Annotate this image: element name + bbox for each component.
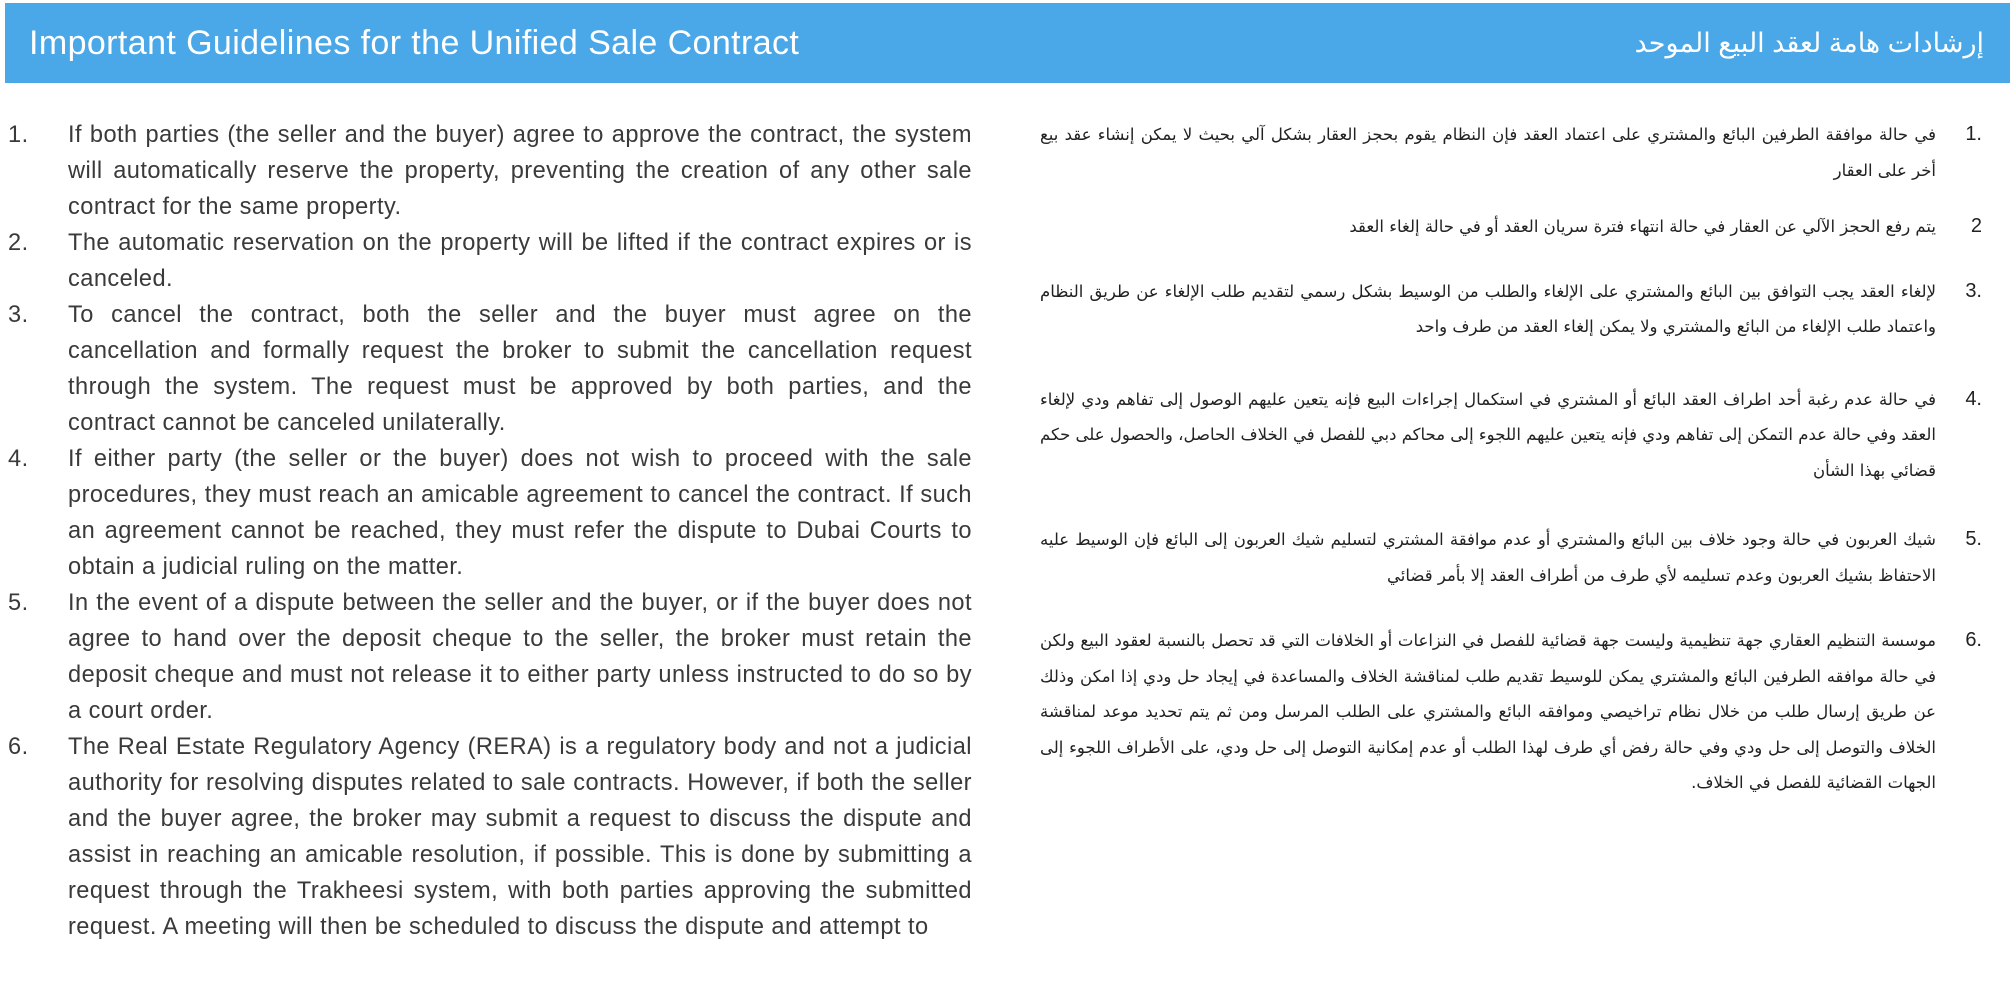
english-guideline-item	[0, 117, 972, 225]
item-number: 1.	[8, 122, 29, 148]
item-text: في حالة موافقة الطرفين البائع والمشتري على اعتماد العقد فإن النظام يقوم بحجز العقار بشكل آلي بحيث لا يمكن إنشاء عقد بيع أخر على العقار	[1040, 125, 1936, 180]
page-title-english: Important Guidelines for the Unified Sale Contract	[29, 23, 800, 62]
item-number: 6.	[1965, 629, 1982, 651]
item-number: 5.	[8, 590, 29, 616]
arabic-guideline-item	[1040, 209, 1986, 245]
arabic-guideline-item	[1040, 382, 1986, 489]
arabic-guideline-item	[1040, 623, 1986, 801]
item-text: The automatic reservation on the property will be lifted if the contract expires or is canceled.	[68, 230, 972, 292]
english-guidelines-list	[0, 117, 972, 945]
item-text: يتم رفع الحجز الآلي عن العقار في حالة انتهاء فترة سريان العقد أو في حالة إلغاء العقد	[1349, 217, 1936, 236]
english-guideline-item	[0, 225, 972, 297]
item-text: To cancel the contract, both the seller and the buyer must agree on the cancellation and formally request the broker to submit the cancellation request through the system. The request must be approved by both parties, and the contract cannot be canceled unilaterally.	[68, 302, 972, 436]
english-guideline-item	[0, 729, 972, 945]
arabic-guidelines-list	[1040, 117, 1986, 801]
item-number: 3.	[8, 302, 29, 328]
header-banner	[5, 3, 2010, 83]
arabic-guideline-item	[1040, 522, 1986, 593]
item-number: 2	[1970, 215, 1982, 237]
item-text: In the event of a dispute between the seller and the buyer, or if the buyer does not agree to hand over the deposit cheque to the seller, the broker must retain the deposit cheque and must not release it to either party unless instructed to do so by a court order.	[68, 590, 972, 724]
item-number: 6.	[8, 734, 29, 760]
item-text: If both parties (the seller and the buyer) agree to approve the contract, the system will automatically reserve the property, preventing the creation of any other sale contract for the same property.	[68, 122, 972, 220]
item-text: موسسة التنظيم العقاري جهة تنظيمية وليست جهة قضائية للفصل في النزاعات أو الخلافات التي قد تحصل بالنسبة لعقود البيع ولكن في حالة موافقه الطرفين البائع والمشتري يمكن للوسيط تقديم طلب لمناقشة الخلاف والمساعدة في إيجاد حل ودي إذا امكن وذلك عن طريق إرسال طلب من خلال نظام تراخيصي وموافقه البائع والمشتري على الطلب المرسل ومن ثم يتم تحديد موعد لمناقشة الخلاف والتوصل إلى حل ودي وفي حالة رفض أي طرف لهذا الطلب أو عدم إمكانية التوصل إلى حل ودي، على الأطراف اللجوء إلى الجهات القضائية للفصل في الخلاف.	[1040, 631, 1936, 792]
item-text: لإلغاء العقد يجب التوافق بين البائع والمشتري على الإلغاء والطلب من الوسيط بشكل رسمي لتقديم طلب الإلغاء عن طريق النظام واعتماد طلب الإلغاء من البائع والمشتري ولا يمكن إلغاء العقد من طرف واحد	[1040, 281, 1936, 336]
item-number: 2.	[8, 230, 29, 256]
item-number: 4.	[1965, 387, 1982, 410]
item-number: 3.	[1965, 279, 1982, 302]
english-guideline-item	[0, 297, 972, 441]
page-title-arabic: إرشادات هامة لعقد البيع الموحد	[1634, 27, 1984, 58]
item-text: The Real Estate Regulatory Agency (RERA) is a regulatory body and not a judicial authority for resolving disputes related to sale contracts. However, if both the seller and the buyer agree, the broker may submit a request to discuss the dispute and assist in reaching an amicable resolution, if possible. This is done by submitting a request through the Trakheesi system, with both parties approving the submitted request. A meeting will then be scheduled to discuss the dispute and attempt to	[68, 734, 972, 940]
english-guideline-item	[0, 585, 972, 729]
arabic-guideline-item	[1040, 117, 1986, 188]
arabic-guideline-item	[1040, 274, 1986, 345]
item-number: 5.	[1965, 528, 1982, 550]
english-guideline-item	[0, 441, 972, 585]
item-text: في حالة عدم رغبة أحد اطراف العقد البائع أو المشتري في استكمال إجراءات البيع فإنه يتعين عليهم الوصول إلى تفاهم ودي لإلغاء العقد وفي حالة عدم التمكن إلى تفاهم ودي فإنه يتعين عليهم اللجوء إلى محاكم دبي للفصل في الخلاف الحاصل، والحصول على حكم قضائي بهذا الشأن	[1040, 389, 1936, 480]
item-text: شيك العربون في حالة وجود خلاف بين البائع والمشتري أو عدم موافقة المشتري لتسليم شيك العربون إلى البائع فإن الوسيط عليه الاحتفاظ بشيك العربون وعدم تسليمه لأي طرف من أطراف العقد إلا بأمر قضائي	[1040, 530, 1936, 585]
item-number: 1.	[1965, 123, 1982, 145]
item-number: 4.	[8, 446, 29, 472]
item-text: If either party (the seller or the buyer) does not wish to proceed with the sale procedures, they must reach an amicable agreement to cancel the contract. If such an agreement cannot be reached, they must refer the dispute to Dubai Courts to obtain a judicial ruling on the matter.	[68, 446, 972, 580]
